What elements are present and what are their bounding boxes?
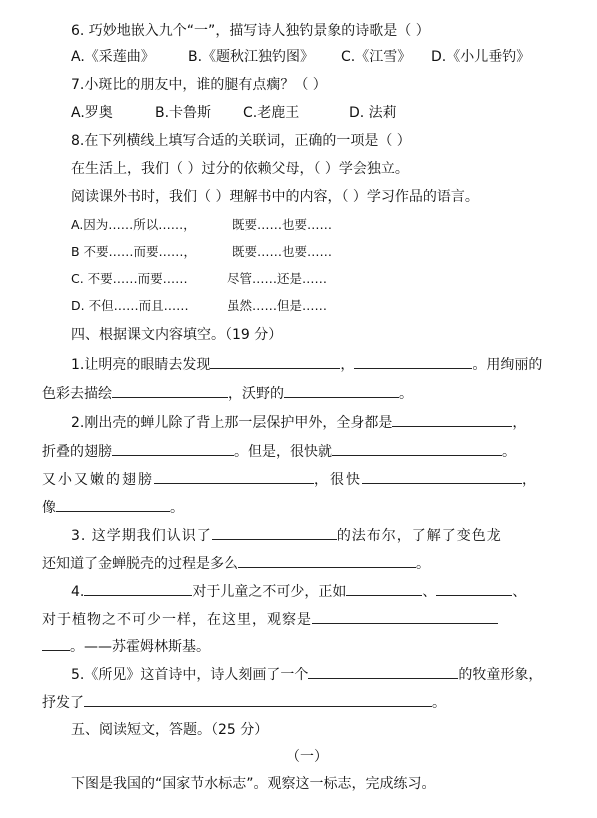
fill-1-text-3: 。用绚丽的 bbox=[472, 357, 543, 373]
section5-intro: 下图是我国的“国家节水标志”。观察这一标志，完成练习。 bbox=[71, 776, 436, 792]
fill-2-text-2: ， bbox=[512, 415, 527, 431]
fill-4-blank-4[interactable] bbox=[312, 609, 498, 624]
fill-2-text-10: 。 bbox=[170, 500, 184, 516]
fill-4-blank-1[interactable] bbox=[84, 581, 192, 596]
fill-4-text-3: 、 bbox=[422, 584, 437, 600]
fill-5-text-2: 的牧童形象， bbox=[458, 667, 543, 683]
q8-option-d-part1: D. 不但……而且…… bbox=[71, 298, 189, 313]
q8-option-b-part2: 既要……也要…… bbox=[232, 244, 333, 259]
fill-3-line-1 bbox=[71, 525, 502, 546]
q6-options bbox=[71, 47, 531, 67]
section5-title: 五、阅读短文，答题。（25 分） bbox=[71, 722, 269, 738]
q7-stem: 7.小斑比的朋友中，谁的腿有点瘸？（ ） bbox=[71, 77, 327, 93]
fill-1-text-2: ， bbox=[340, 357, 355, 373]
fill-2-text-4: 。但是，很快就 bbox=[234, 444, 332, 460]
fill-5-text-4: 。 bbox=[432, 695, 446, 711]
fill-3-blank-2[interactable] bbox=[238, 553, 416, 568]
fill-1-blank-3[interactable] bbox=[112, 383, 228, 398]
fill-5-blank-2[interactable] bbox=[84, 692, 432, 707]
fill-2-text-1: 2.刚出壳的蝉儿除了背上那一层保护甲外，全身都是 bbox=[71, 415, 393, 431]
section4-title: 四、根据课文内容填空。（19 分） bbox=[71, 327, 283, 343]
fill-2-text-6: 又小又嫩的翅膀 bbox=[42, 472, 154, 488]
q6-option-b[interactable]: B.《题秋江独钓图》 bbox=[188, 49, 315, 65]
q8-stem: 8.在下列横线上填写合适的关联词，正确的一项是（ ） bbox=[71, 133, 411, 149]
fill-4-text-4: 、 bbox=[512, 584, 527, 600]
fill-4-line-3 bbox=[42, 636, 210, 657]
fill-1-line-1 bbox=[71, 354, 542, 375]
fill-2-line-1 bbox=[71, 412, 526, 433]
fill-5-text-1: 5.《所见》这首诗中，诗人刻画了一个 bbox=[71, 667, 309, 683]
fill-2-blank-5[interactable] bbox=[362, 469, 522, 484]
q8-option-a-part1: A.因为……所以……， bbox=[71, 217, 196, 232]
fill-2-text-7: ，很快 bbox=[314, 472, 362, 488]
q8-option-c-part1: C. 不要……而要…… bbox=[71, 271, 188, 286]
q8-option-c[interactable] bbox=[71, 269, 328, 289]
q8-option-a[interactable] bbox=[71, 215, 333, 235]
q8-option-c-part2: 尽管……还是…… bbox=[227, 271, 328, 286]
q8-option-b[interactable] bbox=[71, 242, 333, 262]
fill-2-text-3: 折叠的翅膀 bbox=[42, 444, 112, 460]
section5-subtitle: （一） bbox=[286, 749, 328, 765]
fill-5-line-2 bbox=[42, 692, 446, 713]
fill-2-text-8: ， bbox=[522, 472, 538, 488]
fill-2-blank-4[interactable] bbox=[154, 469, 314, 484]
q7-option-a[interactable]: A.罗奥 bbox=[71, 105, 113, 121]
fill-4-text-2: 对于儿童之不可少，正如 bbox=[192, 584, 347, 600]
fill-2-text-5: 。 bbox=[502, 444, 516, 460]
fill-1-text-4: 色彩去描绘 bbox=[42, 386, 112, 402]
fill-2-line-4 bbox=[42, 497, 184, 518]
q7-options bbox=[71, 103, 397, 123]
fill-1-text-1: 1.让明亮的眼睛去发现 bbox=[71, 357, 211, 373]
fill-5-text-3: 抒发了 bbox=[42, 695, 84, 711]
fill-4-line-1 bbox=[71, 581, 526, 602]
fill-3-text-2: 的法布尔，了解了变色龙 bbox=[336, 528, 502, 544]
q6-option-a[interactable]: A.《采莲曲》 bbox=[71, 49, 155, 65]
fill-3-text-4: 。 bbox=[416, 556, 430, 572]
fill-3-line-2 bbox=[42, 553, 430, 574]
q6-option-c[interactable]: C.《江雪》 bbox=[341, 49, 412, 65]
fill-4-text-1: 4. bbox=[71, 584, 85, 600]
fill-3-text-1: 3. 这学期我们认识了 bbox=[71, 528, 212, 544]
fill-2-blank-1[interactable] bbox=[392, 412, 512, 427]
fill-2-line-3 bbox=[42, 469, 538, 490]
fill-1-blank-4[interactable] bbox=[284, 383, 399, 398]
q8-option-d-part2: 虽然……但是…… bbox=[227, 298, 328, 313]
fill-4-line-2 bbox=[42, 609, 498, 630]
fill-4-blank-5[interactable] bbox=[42, 636, 70, 651]
q8-option-a-part2: 既要……也要…… bbox=[232, 217, 333, 232]
fill-1-blank-1[interactable] bbox=[210, 354, 340, 369]
q6-stem: 6. 巧妙地嵌入九个“一”，描写诗人独钓景象的诗歌是（ ） bbox=[71, 23, 430, 39]
q8-sentence-2: 阅读课外书时，我们（ ）理解书中的内容，（ ）学习作品的语言。 bbox=[71, 189, 479, 205]
fill-4-text-6: 。——苏霍姆林斯基。 bbox=[70, 639, 210, 655]
fill-2-blank-2[interactable] bbox=[112, 441, 234, 456]
fill-2-blank-3[interactable] bbox=[332, 441, 502, 456]
fill-2-blank-6[interactable] bbox=[56, 497, 170, 512]
q7-option-b[interactable]: B.卡鲁斯 bbox=[155, 105, 212, 121]
q6-option-d[interactable]: D.《小儿垂钓》 bbox=[431, 49, 531, 65]
fill-5-blank-1[interactable] bbox=[308, 664, 458, 679]
fill-2-text-9: 像 bbox=[42, 500, 56, 516]
fill-1-blank-2[interactable] bbox=[354, 354, 472, 369]
fill-1-text-5: ，沃野的 bbox=[228, 386, 284, 402]
fill-1-text-6: 。 bbox=[399, 386, 413, 402]
q8-option-d[interactable] bbox=[71, 296, 328, 316]
fill-2-line-2 bbox=[42, 441, 516, 462]
fill-3-text-3: 还知道了金蝉脱壳的过程是多么 bbox=[42, 556, 238, 572]
fill-4-text-5: 对于植物之不可少一样，在这里，观察是 bbox=[42, 612, 312, 628]
fill-4-blank-3[interactable] bbox=[436, 581, 512, 596]
q8-option-b-part1: B 不要……而要……， bbox=[71, 244, 197, 259]
fill-4-blank-2[interactable] bbox=[346, 581, 422, 596]
fill-1-line-2 bbox=[42, 383, 413, 404]
q8-sentence-1: 在生活上，我们（ ）过分的依赖父母，（ ）学会独立。 bbox=[71, 161, 409, 177]
q7-option-d[interactable]: D. 法莉 bbox=[349, 105, 397, 121]
fill-5-line-1 bbox=[71, 664, 542, 685]
q7-option-c[interactable]: C.老鹿王 bbox=[243, 105, 300, 121]
fill-3-blank-1[interactable] bbox=[212, 525, 337, 540]
